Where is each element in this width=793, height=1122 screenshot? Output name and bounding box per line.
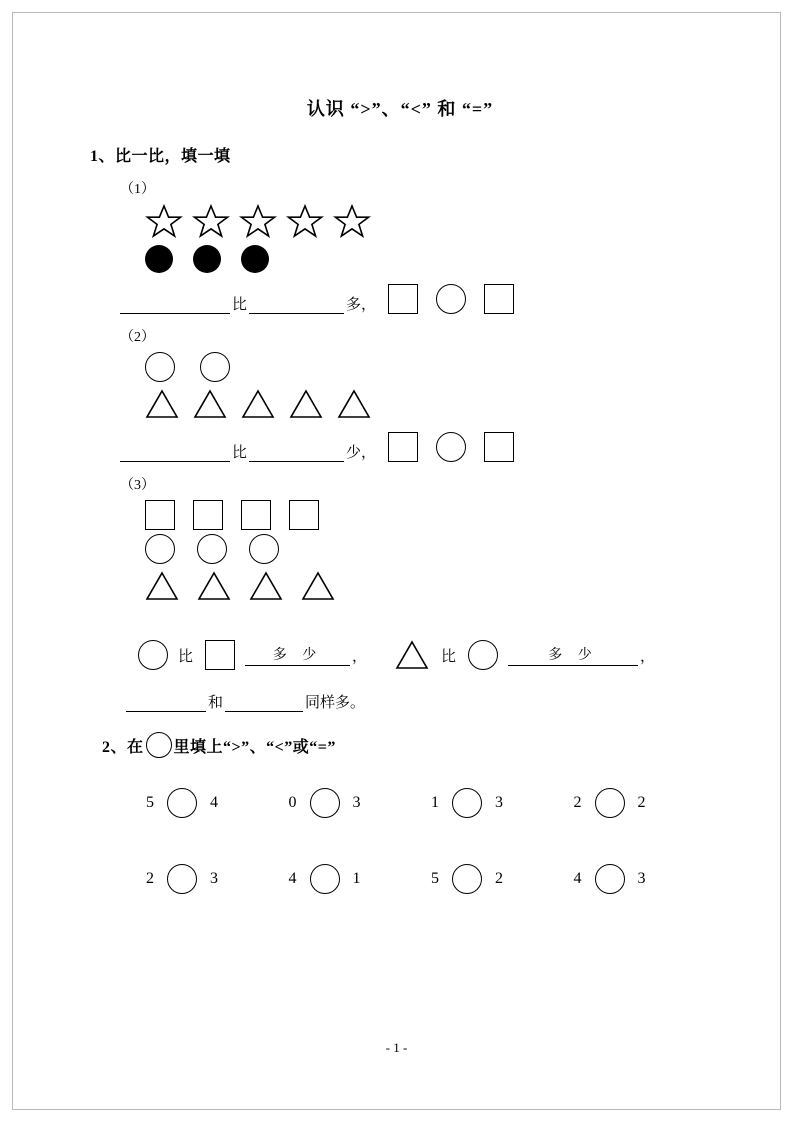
item-label-3: （3）	[120, 478, 155, 493]
answer-blank[interactable]	[225, 694, 303, 712]
right-number: 3	[210, 870, 218, 887]
star-icon	[286, 203, 324, 241]
page-number: - 1 -	[385, 1040, 408, 1055]
triangle-icon	[193, 389, 227, 419]
shape-row-circles-3	[145, 532, 710, 566]
left-number: 1	[431, 794, 439, 811]
triangle-icon	[241, 389, 275, 419]
answer-square[interactable]	[484, 284, 514, 314]
left-number: 4	[573, 870, 582, 887]
answer-square[interactable]	[388, 432, 418, 462]
triangle-icon	[197, 571, 231, 601]
circle-icon	[200, 352, 230, 382]
right-number: 3	[637, 870, 646, 887]
item-label-2: （2）	[120, 330, 155, 345]
compare-pair	[568, 788, 711, 818]
section-heading-1: 1、比一比，填一填	[90, 148, 231, 165]
word-same-amount: 同样多。	[305, 695, 366, 711]
answer-circle[interactable]	[436, 284, 466, 314]
page-title: 认识 “>”、“<” 和 “=”	[306, 99, 494, 119]
left-number: 0	[288, 794, 297, 811]
circle-icon	[138, 640, 168, 670]
answer-blank[interactable]	[249, 296, 344, 314]
star-icon	[333, 203, 371, 241]
square-icon	[289, 500, 319, 530]
shape-row-triangles	[145, 384, 710, 424]
right-number: 2	[637, 794, 646, 811]
section-heading-2-prefix: 2、在	[102, 738, 144, 756]
shape-row-squares	[145, 498, 710, 532]
square-icon	[205, 640, 235, 670]
shape-row-dots	[145, 242, 710, 276]
answer-circle[interactable]	[167, 788, 197, 818]
left-number: 2	[573, 794, 582, 811]
compare-pair	[140, 788, 283, 818]
comma: ，	[640, 648, 656, 665]
compare-pair	[425, 788, 568, 818]
answer-blank[interactable]	[120, 296, 230, 314]
fill-line-1	[120, 276, 710, 314]
compare-row-2	[140, 852, 710, 906]
answer-circle[interactable]	[595, 864, 625, 894]
right-number: 3	[495, 794, 503, 811]
answer-blank[interactable]	[126, 694, 206, 712]
triangle-icon	[145, 389, 179, 419]
left-number: 4	[288, 870, 297, 887]
compare-pair	[283, 788, 426, 818]
circle-icon	[249, 534, 279, 564]
answer-circle[interactable]	[310, 864, 340, 894]
word-he: 和	[208, 695, 224, 711]
answer-square[interactable]	[484, 432, 514, 462]
square-icon	[193, 500, 223, 530]
answer-circle[interactable]	[167, 864, 197, 894]
answer-circle[interactable]	[452, 788, 482, 818]
star-icon	[145, 203, 183, 241]
circle-icon	[145, 352, 175, 382]
compare-pair	[425, 864, 568, 894]
section-heading-2	[102, 732, 710, 758]
circle-icon	[145, 534, 175, 564]
compare-word-duo: 多，	[346, 297, 377, 313]
circle-icon	[146, 732, 172, 758]
shape-row-triangles-3	[145, 566, 710, 606]
left-number: 2	[146, 870, 154, 887]
answer-square[interactable]	[388, 284, 418, 314]
triangle-icon	[249, 571, 283, 601]
triangle-icon	[337, 389, 371, 419]
left-number: 5	[146, 794, 154, 811]
right-number: 4	[210, 794, 218, 811]
answer-circle[interactable]	[436, 432, 466, 462]
filled-circle-icon	[145, 245, 173, 273]
triangle-icon	[395, 640, 429, 670]
answer-blank-2[interactable]: 多 少	[508, 644, 638, 666]
answer-blank-1[interactable]: 多 少	[245, 644, 350, 666]
right-number: 1	[352, 870, 361, 887]
answer-blank[interactable]	[249, 444, 344, 462]
filled-circle-icon	[241, 245, 269, 273]
compare-pair	[568, 864, 711, 894]
left-number: 5	[431, 870, 439, 887]
compare-word-bi: 比	[441, 648, 457, 665]
fill-line-2	[120, 424, 710, 462]
section-heading-2-suffix: 里填上“>”、“<”或“=”	[173, 738, 336, 756]
star-icon	[192, 203, 230, 241]
compare-word-bi: 比	[232, 445, 248, 461]
compare-pair	[283, 864, 426, 894]
answer-circle[interactable]	[452, 864, 482, 894]
right-number: 2	[495, 870, 503, 887]
comma: ，	[352, 648, 368, 665]
compare-word-shao: 少，	[346, 445, 377, 461]
circle-icon	[197, 534, 227, 564]
answer-circle[interactable]	[595, 788, 625, 818]
compare-pair	[140, 864, 283, 894]
answer-blank[interactable]	[120, 444, 230, 462]
same-amount-line	[126, 678, 710, 712]
star-icon	[239, 203, 277, 241]
square-icon	[241, 500, 271, 530]
compare-line-3	[138, 632, 710, 678]
answer-circle[interactable]	[310, 788, 340, 818]
triangle-icon	[301, 571, 335, 601]
compare-word-bi: 比	[178, 648, 194, 665]
triangle-icon	[289, 389, 323, 419]
triangle-icon	[145, 571, 179, 601]
square-icon	[145, 500, 175, 530]
compare-row-1	[140, 776, 710, 830]
right-number: 3	[352, 794, 361, 811]
shape-row-stars	[145, 202, 710, 242]
shape-row-circles	[145, 350, 710, 384]
filled-circle-icon	[193, 245, 221, 273]
circle-icon	[468, 640, 498, 670]
item-label-1: （1）	[120, 182, 155, 197]
compare-word-bi: 比	[232, 297, 248, 313]
worksheet-content	[90, 95, 710, 906]
